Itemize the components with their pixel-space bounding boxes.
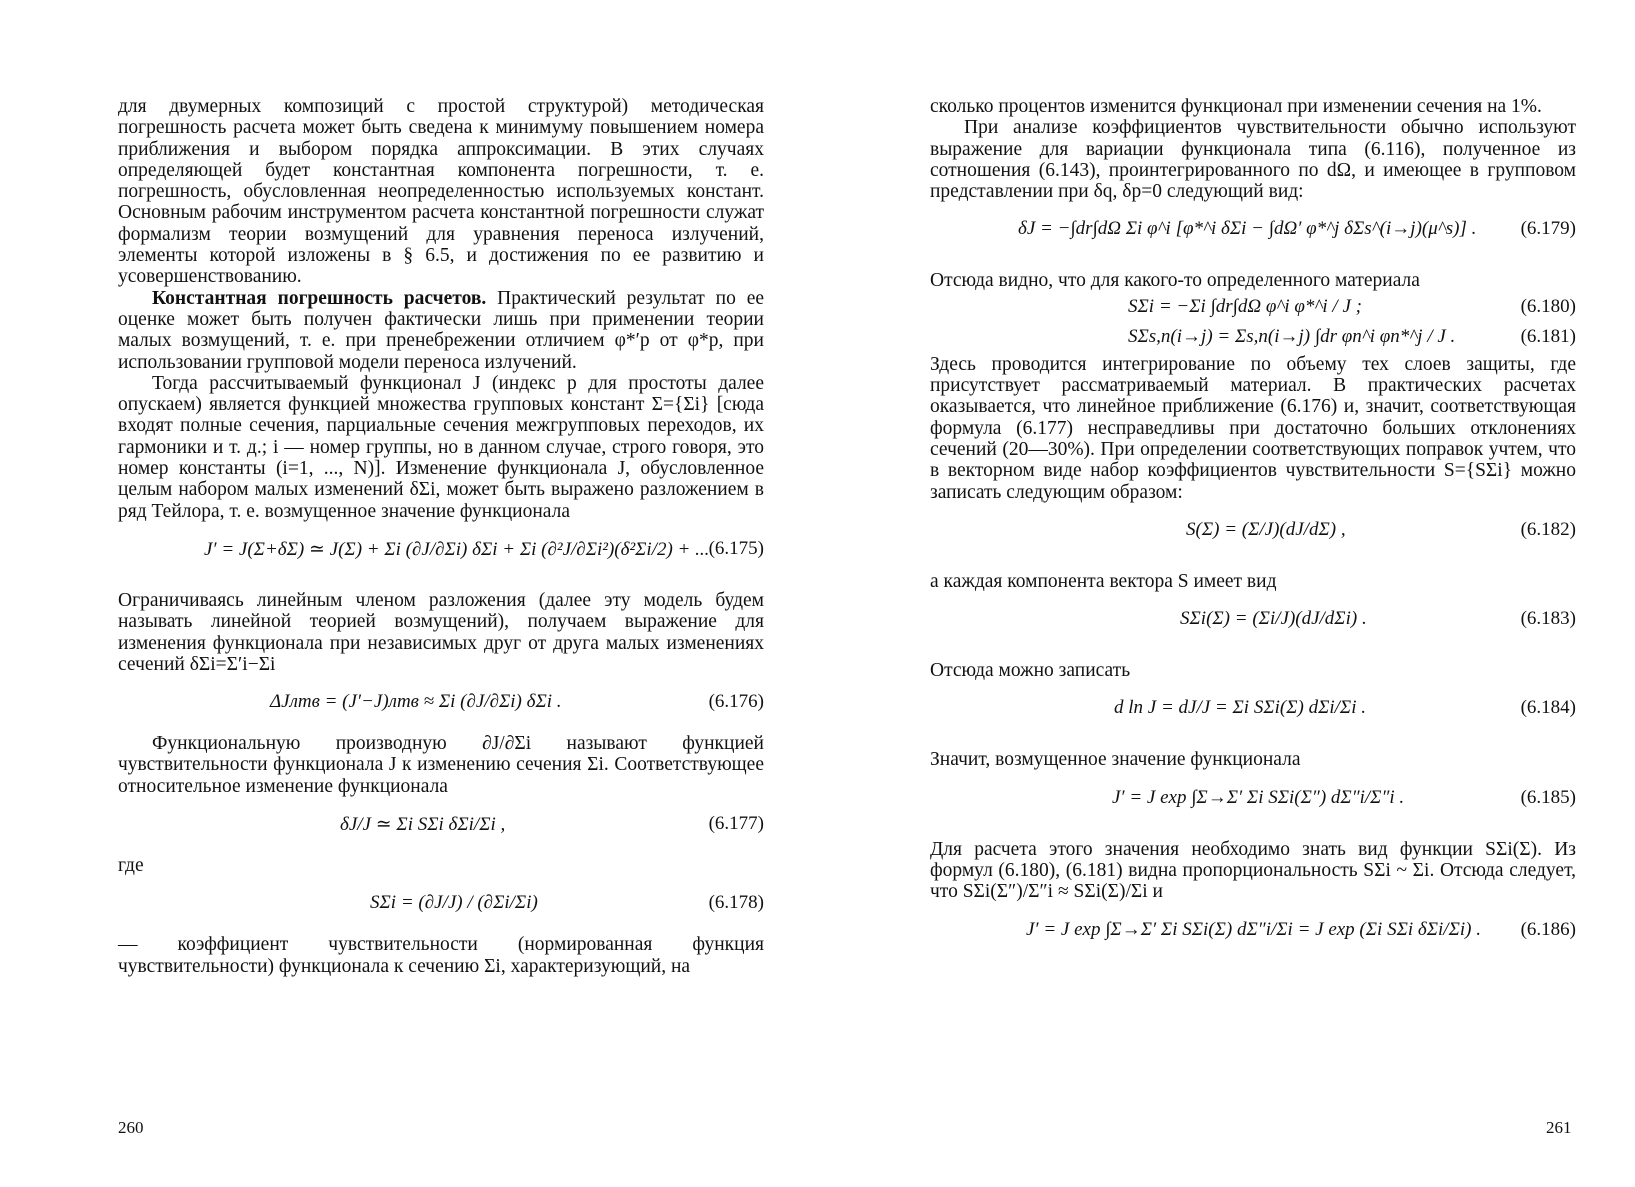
equation-expression: SΣi = −Σi ∫dr∫dΩ φ^i φ*^i / J ;: [1128, 295, 1362, 317]
equation-expression: SΣs,n(i→j) = Σs,n(i→j) ∫dr φn^i φn*^j / J .: [1128, 325, 1456, 347]
equation-number: (6.181): [1520, 325, 1576, 347]
equation-6-177: [118, 803, 764, 847]
equation-number: (6.177): [708, 813, 764, 835]
page-number-right: 261: [1546, 1118, 1572, 1137]
paragraph-text: Практический результат по ее оценке может быть получен фактически лишь при применении теории малых возмущений, т. е. при пренебрежении отличием φ*′p от φ*p, при использовании групповой модели переноса излучений.: [118, 287, 765, 373]
equation-6-182: [930, 509, 1576, 563]
paragraph: Отсюда можно записать: [930, 660, 1131, 682]
equation-number: (6.175): [708, 537, 764, 559]
paragraph: Здесь проводится интегрирование по объему тех слоев защиты, где присутствует рассматриваемый материал. В практических расчетах оказывается, что линейное приближение (6.176) и, значит, соответствующая формула (6.177) несправедливы при достаточно больших отклонениях сечений (20—30%). При определении соответствующих поправок учтем, что в векторном виде набор коэффициентов чувствительности S={SΣi} можно записать следующим образом:: [930, 353, 1576, 503]
equation-expression: δJ/J ≃ Σi SΣi δΣi/Σi ,: [340, 814, 506, 836]
equation-6-178: [118, 882, 764, 926]
equation-6-185: [930, 777, 1576, 831]
equation-expression: SΣi(Σ) = (Σi/J)(dJ/dΣi) .: [1180, 608, 1367, 630]
paragraph: где: [118, 855, 144, 877]
equation-6-175: [118, 528, 764, 582]
equation-number: (6.185): [1520, 786, 1576, 808]
equation-number: (6.183): [1520, 608, 1576, 630]
equation-number: (6.179): [1520, 218, 1576, 240]
left-page: [118, 96, 764, 977]
equation-expression: J′ = J exp ∫Σ→Σ′ Σi SΣi(Σ″) dΣ″i/Σ″i .: [1112, 786, 1405, 808]
equation-number: (6.182): [1520, 518, 1576, 540]
paragraph: Тогда рассчитываемый функционал J (индекс p для простоты далее опускаем) является функцией множества групповых констант Σ={Σi} [сюда входят полные сечения, парциальные сечения межгрупповых переходов, их гармоники и т. д.; i — номер группы, но в данном случае, строго говоря, это номер константы (i=1, ..., N)]. Изменение функционала J, обусловленное целым набором малых изменений δΣi, может быть выражено разложением в ряд Тейлора, т. е. возмущенное значение функционала: [118, 372, 764, 522]
paragraph: При анализе коэффициентов чувствительности обычно используют выражение для вариации функционала типа (6.116), полученное из сотношения (6.143), проинтегрированного по dΩ, и имеющее в групповом представлении при δq, δp=0 следующий вид:: [930, 117, 1576, 203]
equation-expression: S(Σ) = (Σ/J)(dJ/dΣ) ,: [1186, 518, 1346, 540]
paragraph: — коэффициент чувствительности (нормированная функция чувствительности) функционала к сечению Σi, характеризующий, на: [118, 934, 764, 977]
equation-6-180: [930, 294, 1576, 322]
equation-number: (6.178): [708, 892, 764, 914]
equation-6-183: [930, 598, 1576, 652]
paragraph: Значит, возмущенное значение функционала: [930, 749, 1301, 771]
section-heading: Константная погрешность расчетов.: [152, 287, 487, 309]
equation-6-184: [930, 687, 1576, 741]
equation-number: (6.180): [1520, 295, 1576, 317]
paragraph: сколько процентов изменится функционал при изменении сечения на 1%.: [930, 96, 1542, 117]
equation-6-181: [930, 324, 1576, 352]
paragraph: а каждая компонента вектора S имеет вид: [930, 570, 1277, 592]
equation-expression: ΔJлтв = (J′−J)лтв ≈ Σi (∂J/∂Σi) δΣi .: [270, 691, 562, 713]
paragraph: Для расчета этого значения необходимо знать вид функции SΣi(Σ). Из формул (6.180), (6.181) видна пропорциональность SΣi ~ Σi. Отсюда следует, что SΣi(Σ″)/Σ″i ≈ SΣi(Σ)/Σi и: [930, 838, 1576, 903]
equation-number: (6.176): [708, 691, 764, 713]
equation-expression: J′ = J exp ∫Σ→Σ′ Σi SΣi(Σ) dΣ″i/Σi = J exp (Σi SΣi δΣi/Σi) .: [1026, 918, 1481, 940]
paragraph: для двумерных композиций с простой структурой) методическая погрешность расчета может быть сведена к минимуму повышением номера приближения и выбором порядка аппроксимации. В этих случаях определяющей будет константная компонента погрешности, т. е. погрешность, обусловленная неопределенностью используемых констант. Основным рабочим инструментом расчета константной погрешности служат формализм теории возмущений для уравнения переноса излучений, элементы которой изложены в § 6.5, и достижения по ее развитию и усовершенствованию.: [118, 96, 764, 288]
page-number-left: 260: [118, 1118, 144, 1137]
equation-number: (6.184): [1520, 697, 1576, 719]
paragraph: Функциональную производную ∂J/∂Σi называют функцией чувствительности функционала J к изменению сечения Σi. Соответствующее относительное изменение функционала: [118, 733, 764, 797]
equation-expression: δJ = −∫dr∫dΩ Σi φ^i [φ*^i δΣi − ∫dΩ′ φ*^j δΣs^(i→j)(μ^s)] .: [1018, 218, 1477, 240]
paragraph: Ограничиваясь линейным членом разложения (далее эту модель будем называть линейной теорией возмущений), получаем выражение для изменения функционала при независимых друг от друга малых изменениях сечений δΣi=Σ′i−Σi: [118, 589, 764, 675]
equation-6-186: [930, 909, 1576, 963]
paragraph: [118, 288, 764, 373]
equation-expression: J′ = J(Σ+δΣ) ≃ J(Σ) + Σi (∂J/∂Σi) δΣi + Σi (∂²J/∂Σi²)(δ²Σi/2) + ...: [204, 538, 710, 560]
right-page: [930, 96, 1576, 971]
equation-number: (6.186): [1520, 918, 1576, 940]
equation-6-179: [930, 208, 1576, 262]
equation-expression: d ln J = dJ/J = Σi SΣi(Σ) dΣi/Σi .: [1114, 697, 1367, 719]
paragraph: Отсюда видно, что для какого-то определенного материала: [930, 270, 1420, 292]
equation-expression: SΣi = (∂J/J) / (∂Σi/Σi): [370, 892, 538, 914]
equation-6-176: [118, 681, 764, 725]
